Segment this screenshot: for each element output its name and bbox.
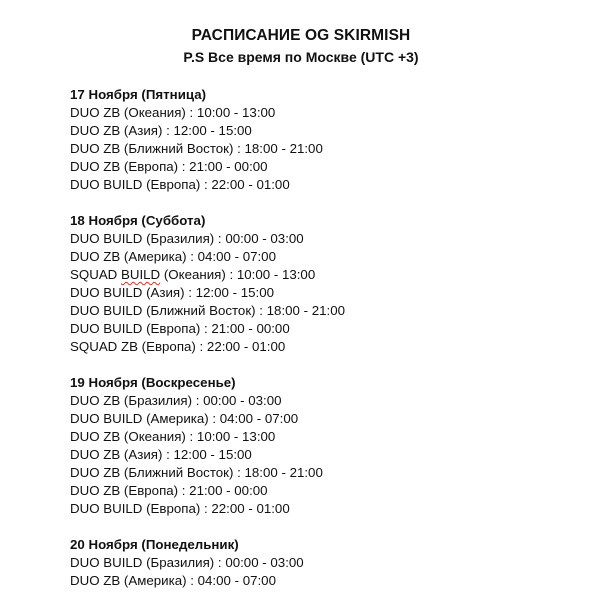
schedule-entry: DUO ZB (Азия) : 12:00 - 15:00 [70, 123, 252, 138]
schedule-entry-spellcheck: SQUAD BUILD (Океания) : 10:00 - 13:00 [70, 267, 316, 282]
schedule-entry: DUO BUILD (Ближний Восток) : 18:00 - 21:00 [70, 303, 346, 318]
schedule-entry: DUO ZB (Ближний Восток) : 18:00 - 21:00 [70, 141, 323, 156]
document-title: РАСПИСАНИЕ OG SKIRMISH [191, 27, 411, 44]
schedule-entry: DUO ZB (Европа) : 21:00 - 00:00 [70, 159, 268, 174]
day-section-nov-18 [70, 212, 345, 356]
day-section-nov-20 [70, 536, 345, 590]
schedule-entry: DUO ZB (Азия) : 12:00 - 15:00 [70, 447, 252, 462]
spellcheck-underline: BUILD [120, 267, 161, 282]
schedule-entry: DUO BUILD (Америка) : 04:00 - 07:00 [70, 411, 299, 426]
schedule-entry: DUO BUILD (Европа) : 22:00 - 01:00 [70, 177, 290, 192]
day-heading: 18 Ноября (Суббота) [70, 213, 206, 228]
day-heading: 17 Ноября (Пятница) [70, 87, 207, 102]
schedule-entry: DUO ZB (Америка) : 04:00 - 07:00 [70, 573, 276, 588]
document-subtitle: P.S Все время по Москве (UTC +3) [183, 49, 419, 65]
schedule-entry: DUO BUILD (Европа) : 21:00 - 00:00 [70, 321, 290, 336]
schedule-entry: DUO BUILD (Бразилия) : 00:00 - 03:00 [70, 555, 304, 570]
schedule-entry: DUO BUILD (Азия) : 12:00 - 15:00 [70, 285, 274, 300]
document-header [0, 26, 602, 67]
schedule-entry: DUO ZB (Бразилия) : 00:00 - 03:00 [70, 393, 282, 408]
day-section-nov-17 [70, 86, 345, 194]
schedule-entry: DUO BUILD (Европа) : 22:00 - 01:00 [70, 501, 290, 516]
schedule-entry: DUO ZB (Америка) : 04:00 - 07:00 [70, 249, 276, 264]
schedule-entry: SQUAD ZB (Европа) : 22:00 - 01:00 [70, 339, 286, 354]
day-heading: 20 Ноября (Понедельник) [70, 537, 239, 552]
day-heading: 19 Ноября (Воскресенье) [70, 375, 236, 390]
schedule [70, 86, 345, 608]
day-section-nov-19 [70, 374, 345, 518]
schedule-entry: DUO ZB (Океания) : 10:00 - 13:00 [70, 105, 276, 120]
schedule-entry: DUO ZB (Ближний Восток) : 18:00 - 21:00 [70, 465, 323, 480]
schedule-entry: DUO ZB (Европа) : 21:00 - 00:00 [70, 483, 268, 498]
schedule-entry: DUO ZB (Океания) : 10:00 - 13:00 [70, 429, 276, 444]
schedule-entry: DUO BUILD (Бразилия) : 00:00 - 03:00 [70, 231, 304, 246]
